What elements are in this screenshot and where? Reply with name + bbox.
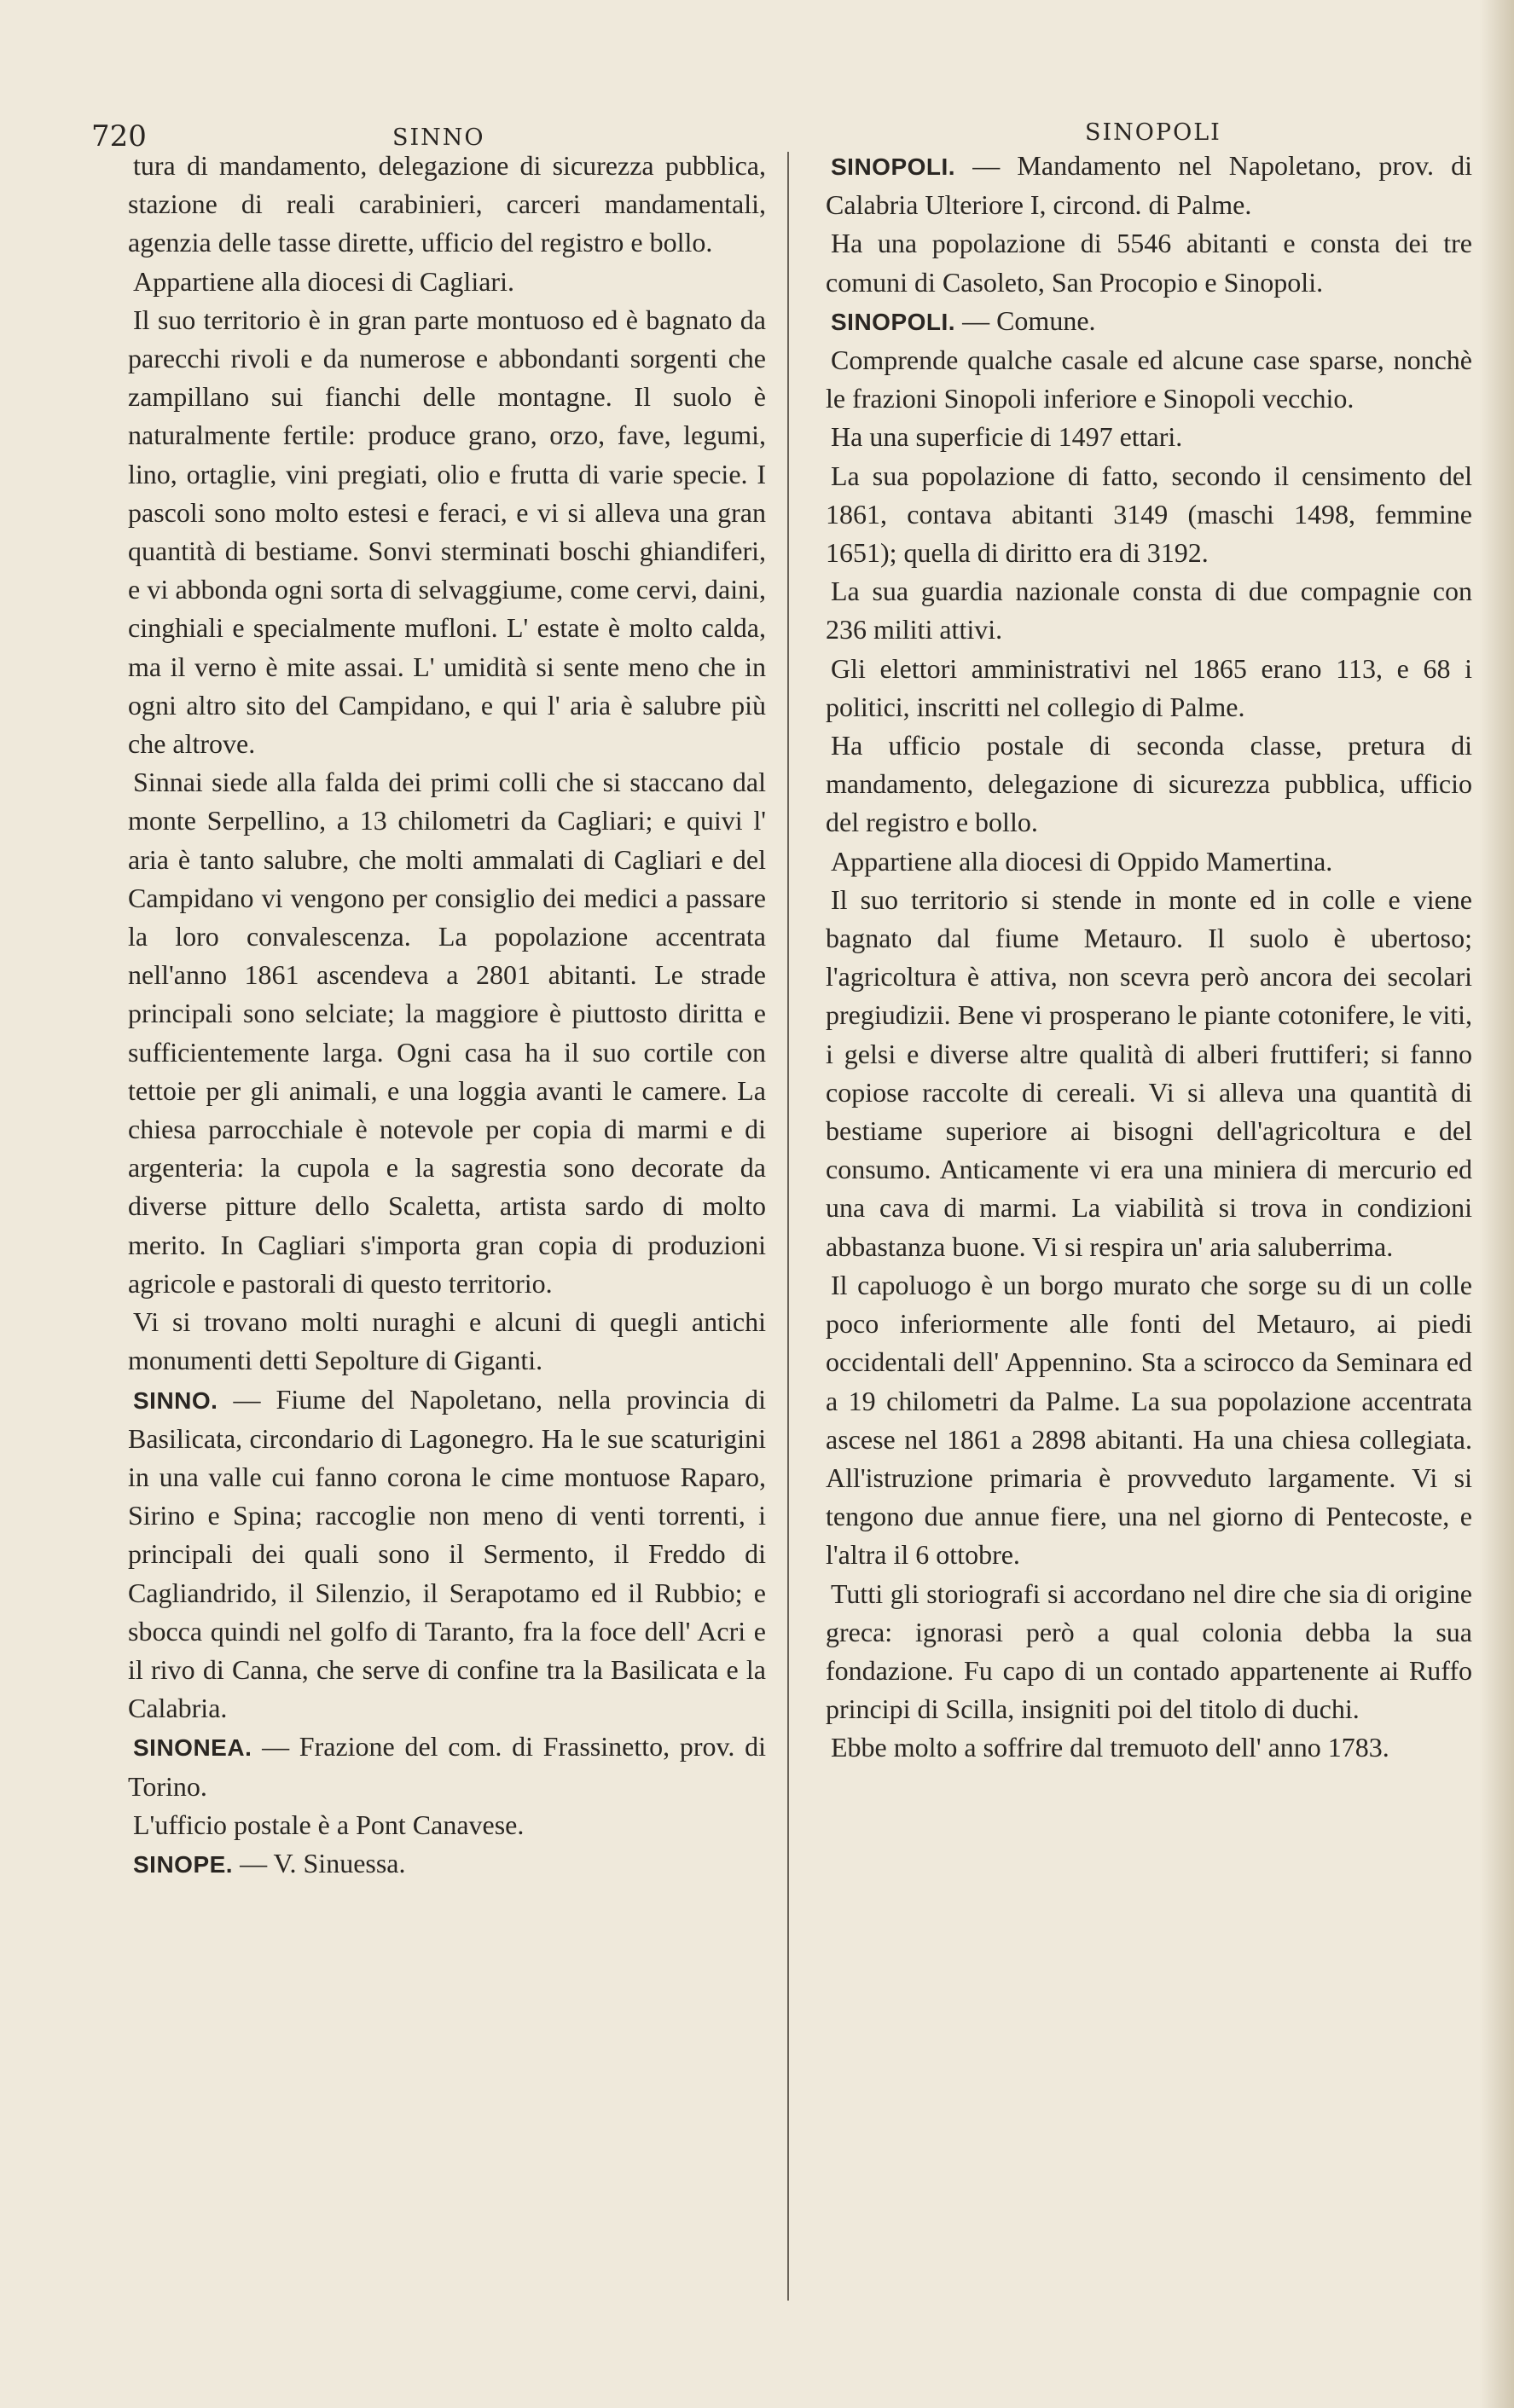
paragraph: Ha una popolazione di 5546 abitanti e consta dei tre comuni di Casoleto, San Procopio e Sinopoli. [826,228,1472,298]
paragraph: La sua popolazione di fatto, secondo il censimento del 1861, contava abitanti 3149 (maschi 1498, femmine 1651); quella di diritto era di 3192. [826,460,1472,569]
right-column [826,147,1472,1768]
paragraph: Vi si trovano molti nuraghi e alcuni di quegli antichi monumenti detti Sepolture di Giganti. [128,1306,766,1376]
paragraph: Gli elettori amministrativi nel 1865 erano 113, e 68 i politici, inscritti nel collegio di Palme. [826,652,1472,722]
entry-headword: SINONEA. [133,1734,252,1762]
entry-headword: SINNO. [133,1386,218,1414]
dictionary-entry [128,1381,766,1728]
paragraph: tura di mandamento, delegazione di sicurezza pubblica, stazione di reali carabinieri, carceri mandamentali, agenzia delle tasse dirette, ufficio del registro e bollo. [128,150,766,258]
entry-text: — Fiume del Napoletano, nella provincia di Basilicata, circondario di Lagonegro. Ha le sue scaturigini in una valle cui fanno corona le cime montuose Raparo, Sirino e Spina; raccoglie non meno di venti torrenti, i principali dei quali sono il Sermento, il Freddo di Cagliandrido, il Silenzio, il Serapotamo ed il Rubbio; e sbocca quindi nel golfo di Taranto, fra la foce dell' Acri e il rivo di Canna, che serve di confine tra la Basilicata e la Calabria. [128,1383,766,1724]
dictionary-entry [128,1728,766,1805]
paragraph: Ebbe molto a soffrire dal tremuoto dell' anno 1783. [831,1732,1389,1763]
page-edge-shadow [1480,0,1514,2408]
entry-text: — Frazione del com. di Frassinetto, prov. di Torino. [128,1731,766,1802]
paragraph: Ha una superficie di 1497 ettari. [831,421,1183,453]
page-number: 720 [91,119,147,153]
entry-text: — Mandamento nel Napoletano, prov. di Calabria Ulteriore I, circond. di Palme. [826,150,1472,221]
dictionary-entry [128,1844,766,1884]
paragraph: Il suo territorio si stende in monte ed in colle e viene bagnato dal fiume Metauro. Il suolo è ubertoso; l'agricoltura è attiva, non scevra però ancora dei secolari pregiudizii. Bene vi prosperano le piante cotonifere, le viti, i gelsi e diverse altre qualità di alberi fruttiferi; si fanno copiose raccolte di cereali. Vi si alleva una quantità di bestiame superiore ai bisogni dell'agricoltura e del consumo. Anticamente vi era una miniera di mercurio ed una cava di marmi. La viabilità si trova in condizioni abbastanza buone. Vi si respira un' aria saluberrima. [826,883,1472,1262]
paragraph: Il capoluogo è un borgo murato che sorge su di un colle poco inferiormente alle fonti del Metauro, ai piedi occidentali dell' Appennino. Sta a scirocco da Seminara ed a 19 chilometri da Palme. La sua popolazione accentrata ascese nel 1861 a 2898 abitanti. Ha una chiesa collegiata. All'istruzione primaria è provveduto largamente. Vi si tengono due annue fiere, una nel giorno di Pentecoste, e l'altra il 6 ottobre. [826,1269,1472,1571]
paragraph: Tutti gli storiografi si accordano nel dire che sia di origine greca: ignorasi però a qual colonia debba la sua fondazione. Fu capo di un contado appartenente ai Ruffo principi di Scilla, insigniti poi del titolo di duchi. [826,1577,1472,1725]
paragraph: Appartiene alla diocesi di Oppido Mamertina. [831,845,1333,877]
entry-text: — Comune. [955,304,1096,336]
entry-headword: SINOPOLI. [831,308,956,335]
right-running-head: SINOPOLI [1085,119,1221,146]
column-divider [787,152,789,2301]
paragraph: Ha ufficio postale di seconda classe, pretura di mandamento, delegazione di sicurezza pubblica, ufficio del registro e bollo. [826,730,1472,838]
paragraph: L'ufficio postale è a Pont Canavese. [133,1809,525,1840]
paragraph: La sua guardia nazionale consta di due compagnie con 236 militi attivi. [826,576,1472,645]
dictionary-entry [826,147,1472,224]
entry-text: — V. Sinuessa. [233,1847,406,1878]
left-running-head: SINNO [392,124,485,151]
left-column [128,147,766,1884]
entry-headword: SINOPOLI. [831,153,956,180]
entry-headword: SINOPE. [133,1850,234,1878]
paragraph: Appartiene alla diocesi di Cagliari. [133,265,514,297]
paragraph: Il suo territorio è in gran parte montuoso ed è bagnato da parecchi rivoli e da numerose e abbondanti sorgenti che zampillano sui fianchi delle montagne. Il suolo è naturalmente fertile: produce grano, orzo, fave, legumi, lino, ortaglie, vini pregiati, olio e frutta di varie specie. I pascoli sono molto estesi e feraci, e vi si alleva una gran quantità di bestiame. Sonvi sterminati boschi ghiandiferi, e vi abbonda ogni sorta di selvaggiume, come cervi, daini, cinghiali e specialmente mufloni. L' estate è molto calda, ma il verno è mite assai. L' umidità si sente meno che in ogni altro sito del Campidano, e qui l' aria è salubre più che altrove. [128,304,766,760]
paragraph: Sinnai siede alla falda dei primi colli che si staccano dal monte Serpellino, a 13 chilometri da Cagliari; e quivi l' aria è tanto salubre, che molti ammalati di Cagliari e del Campidano vi vengono per consiglio dei medici a passare la loro convalescenza. La popolazione accentrata nell'anno 1861 ascendeva a 2801 abitanti. Le strade principali sono selciate; la maggiore è piuttosto diritta e sufficientemente larga. Ogni casa ha il suo cortile con tettoie per gli animali, e una loggia avanti le camere. La chiesa parrocchiale è notevole per copia di marmi e di argenteria: la cupola e la sagrestia sono decorate da diverse pitture dello Scaletta, artista sardo di molto merito. In Cagliari s'importa gran copia di produzioni agricole e pastorali di questo territorio. [128,767,766,1299]
dictionary-entry [826,302,1472,341]
paragraph: Comprende qualche casale ed alcune case sparse, nonchè le frazioni Sinopoli inferiore e Sinopoli vecchio. [826,344,1472,414]
